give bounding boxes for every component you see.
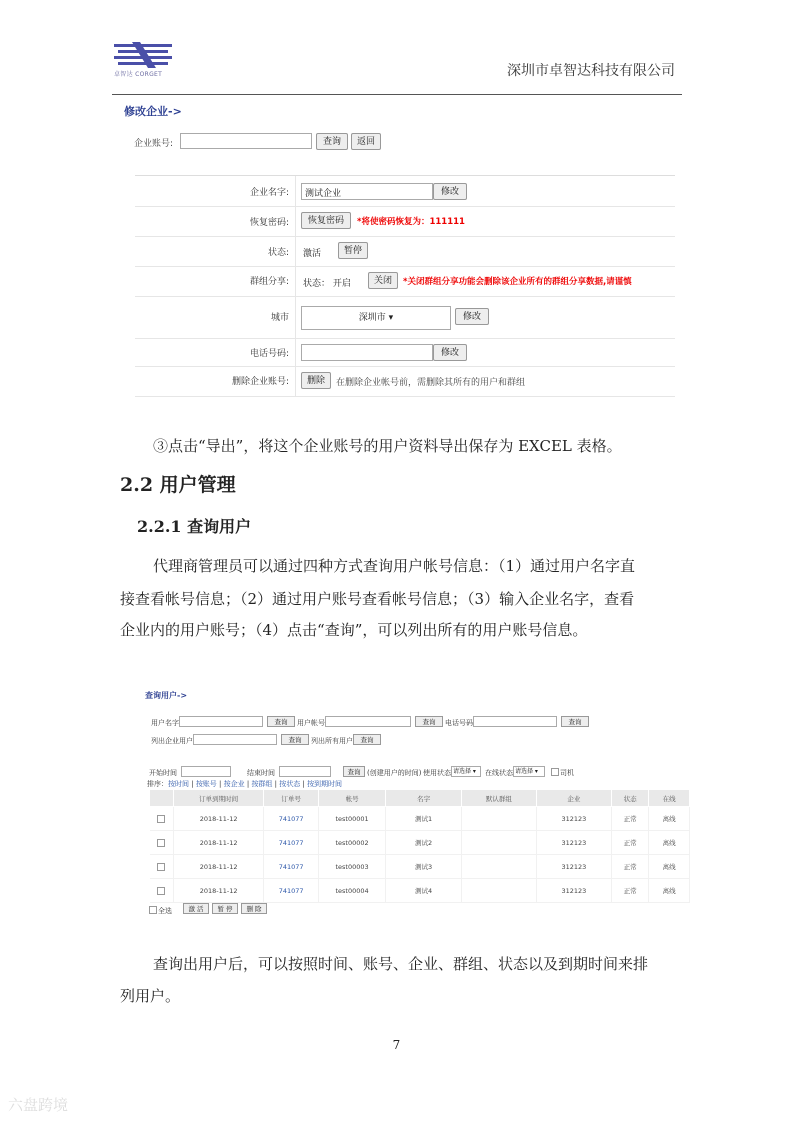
table-row[interactable]	[150, 831, 690, 855]
enterprise-name-input[interactable]: 测试企业	[301, 183, 433, 200]
query-all-button[interactable]: 查询	[353, 734, 381, 745]
query-phone-button[interactable]: 查询	[561, 716, 589, 727]
query-enterprise-button[interactable]: 查询	[281, 734, 309, 745]
col-account: 帐号	[319, 790, 386, 807]
paragraph-line: 企业内的用户账号；（4）点击“查询”，可以列出所有的用户账号信息。	[120, 621, 588, 639]
cell-group	[462, 855, 536, 879]
back-button[interactable]: 返回	[351, 133, 381, 150]
phone-input[interactable]	[473, 716, 557, 727]
cell-online: 离线	[649, 831, 690, 855]
cell-enterprise: 312123	[536, 855, 612, 879]
row-checkbox[interactable]	[157, 815, 165, 823]
cell-enterprise: 312123	[536, 807, 612, 831]
modify-city-button[interactable]: 修改	[455, 308, 489, 325]
list-all-label: 列出所有用户	[311, 737, 353, 745]
created-note: (创建用户的时间)	[367, 769, 422, 777]
user-name-input[interactable]	[179, 716, 263, 727]
cell-group	[462, 807, 536, 831]
activate-button[interactable]: 激 活	[183, 903, 209, 914]
cell-name: 测试4	[385, 879, 461, 903]
cell-order[interactable]: 741077	[264, 879, 319, 903]
users-table	[149, 789, 690, 903]
query-users-panel	[145, 690, 695, 920]
cell-status: 正常	[612, 807, 649, 831]
sort-bar: 排序：按时间 | 按账号 | 按企业 | 按群组 | 按状态 | 按到期时间	[147, 780, 343, 788]
pause-button[interactable]: 暂停	[338, 242, 368, 259]
cell-account: test00002	[319, 831, 386, 855]
table-row[interactable]	[150, 855, 690, 879]
city-select[interactable]: 深圳市 ▾	[301, 306, 451, 330]
use-status-select[interactable]: 请选择 ▾	[451, 766, 481, 777]
cell-account: test00003	[319, 855, 386, 879]
list-enterprise-label: 列出企业用户	[151, 737, 193, 745]
group-share-label: 群组分享:	[249, 277, 289, 287]
reset-password-button[interactable]: 恢复密码	[301, 212, 351, 229]
form-row-password	[135, 206, 675, 237]
delete-users-button[interactable]: 删 除	[241, 903, 267, 914]
paragraph-line: 列用户。	[120, 987, 181, 1005]
section-heading: 2.2 用户管理	[120, 474, 236, 496]
user-name-label: 用户名字	[151, 719, 179, 727]
end-time-label: 结束时间	[247, 769, 275, 777]
query-account-button[interactable]: 查询	[415, 716, 443, 727]
cell-order[interactable]: 741077	[264, 831, 319, 855]
col-name: 名字	[385, 790, 461, 807]
query-users-title[interactable]: 查询用户->	[145, 691, 188, 700]
cell-group	[462, 831, 536, 855]
cell-name: 测试2	[385, 831, 461, 855]
sort-by-account[interactable]: 按账号	[195, 780, 217, 788]
start-time-label: 开始时间	[149, 769, 177, 777]
cell-expiry: 2018-11-12	[174, 879, 264, 903]
subsection-heading: 2.2.1 查询用户	[137, 517, 252, 536]
form-row-city	[135, 296, 675, 339]
form-row-delete	[135, 366, 675, 397]
paragraph-line: 查询出用户后，可以按照时间、账号、企业、群组、状态以及到期时间来排	[153, 955, 649, 973]
sort-by-group[interactable]: 按群组	[251, 780, 273, 788]
header-divider	[112, 94, 682, 95]
cell-online: 离线	[649, 807, 690, 831]
delete-note: 在删除企业帐号前，需删除其所有的用户和群组	[336, 378, 526, 388]
sort-by-status[interactable]: 按状态	[279, 780, 301, 788]
col-online: 在线	[649, 790, 690, 807]
enterprise-account-input[interactable]	[180, 133, 312, 149]
form-row-group-share	[135, 266, 675, 297]
reset-password-note: *将使密码恢复为：111111	[357, 217, 465, 227]
close-group-share-button[interactable]: 关闭	[368, 272, 398, 289]
cell-group	[462, 879, 536, 903]
row-checkbox[interactable]	[157, 887, 165, 895]
status-value: 激活	[303, 249, 322, 259]
col-enterprise: 企业	[536, 790, 612, 807]
logo-text: 卓智达 CORGET	[114, 71, 163, 78]
cell-name: 测试1	[385, 807, 461, 831]
form-row-name	[135, 176, 675, 207]
col-select	[150, 790, 174, 807]
sort-by-expiry[interactable]: 按到期时间	[307, 780, 343, 788]
enterprise-input[interactable]	[193, 734, 277, 745]
form-row-status	[135, 236, 675, 267]
form-row-phone	[135, 338, 675, 367]
query-name-button[interactable]: 查询	[267, 716, 295, 727]
phone-input[interactable]	[301, 344, 433, 361]
row-checkbox[interactable]	[157, 839, 165, 847]
paragraph-line: 接查看帐号信息；（2）通过用户账号查看帐号信息；（3）输入企业名字，查看	[120, 590, 635, 608]
cell-order[interactable]: 741077	[264, 807, 319, 831]
col-status: 状态	[612, 790, 649, 807]
online-status-select[interactable]: 请选择 ▾	[513, 766, 545, 777]
cell-expiry: 2018-11-12	[174, 855, 264, 879]
cell-enterprise: 312123	[536, 831, 612, 855]
col-group: 默认群组	[462, 790, 536, 807]
row-checkbox[interactable]	[157, 863, 165, 871]
sort-by-enterprise[interactable]: 按企业	[223, 780, 245, 788]
delete-enterprise-button[interactable]: 删除	[301, 372, 331, 389]
export-paragraph: ③点击“导出”，将这个企业账号的用户资料导出保存为 EXCEL 表格。	[153, 437, 622, 455]
name-label: 企业名字:	[249, 188, 289, 198]
cell-online: 离线	[649, 879, 690, 903]
city-label: 城市	[270, 313, 289, 323]
page-number: 7	[392, 1038, 401, 1052]
user-account-label: 用户帐号	[297, 719, 325, 727]
password-label: 恢复密码:	[249, 218, 289, 228]
cell-account: test00001	[319, 807, 386, 831]
cell-expiry: 2018-11-12	[174, 831, 264, 855]
status-label: 状态:	[267, 248, 289, 258]
end-time-input[interactable]	[279, 766, 331, 777]
sort-by-time[interactable]: 按时间	[168, 780, 189, 788]
cell-name: 测试3	[385, 855, 461, 879]
sign-label: 司机	[560, 769, 574, 777]
modify-phone-button[interactable]: 修改	[433, 344, 467, 361]
cell-status: 正常	[612, 855, 649, 879]
enterprise-account-label: 企业账号:	[134, 139, 174, 149]
start-time-input[interactable]	[181, 766, 231, 777]
cell-enterprise: 312123	[536, 879, 612, 903]
group-share-status: 状态： 开启	[303, 279, 351, 289]
edit-enterprise-form	[135, 175, 675, 396]
pause-users-button[interactable]: 暂 停	[212, 903, 238, 914]
company-name: 深圳市卓智达科技有限公司	[507, 63, 675, 79]
group-share-note: *关闭群组分享功能会删除该企业所有的群组分享数据,请谨慎	[403, 277, 632, 287]
phone-label: 电话号码	[445, 719, 473, 727]
user-account-input[interactable]	[325, 716, 411, 727]
use-status-label: 使用状态	[423, 769, 451, 777]
query-time-button[interactable]: 查询	[343, 766, 365, 777]
cell-expiry: 2018-11-12	[174, 807, 264, 831]
sign-checkbox[interactable]	[551, 768, 559, 776]
phone-label: 电话号码:	[249, 349, 289, 359]
modify-name-button[interactable]: 修改	[433, 183, 467, 200]
watermark: 六盘跨境	[8, 1096, 69, 1114]
col-expiry: 订单到期时间	[174, 790, 264, 807]
table-row[interactable]	[150, 879, 690, 903]
paragraph-line: 代理商管理员可以通过四种方式查询用户帐号信息：（1）通过用户名字直	[153, 557, 636, 575]
table-header	[150, 790, 690, 807]
select-all-label: 全选	[158, 907, 172, 915]
cell-status: 正常	[612, 831, 649, 855]
online-status-label: 在线状态	[485, 769, 513, 777]
table-row[interactable]	[150, 807, 690, 831]
delete-label: 删除企业账号:	[231, 377, 289, 387]
cell-account: test00004	[319, 879, 386, 903]
select-all-checkbox[interactable]	[149, 906, 157, 914]
edit-enterprise-title[interactable]: 修改企业->	[124, 105, 182, 118]
col-order: 订单号	[264, 790, 319, 807]
cell-online: 离线	[649, 855, 690, 879]
query-button[interactable]: 查询	[316, 133, 348, 150]
sort-prefix: 排序：	[147, 780, 168, 788]
cell-order[interactable]: 741077	[264, 855, 319, 879]
cell-status: 正常	[612, 879, 649, 903]
